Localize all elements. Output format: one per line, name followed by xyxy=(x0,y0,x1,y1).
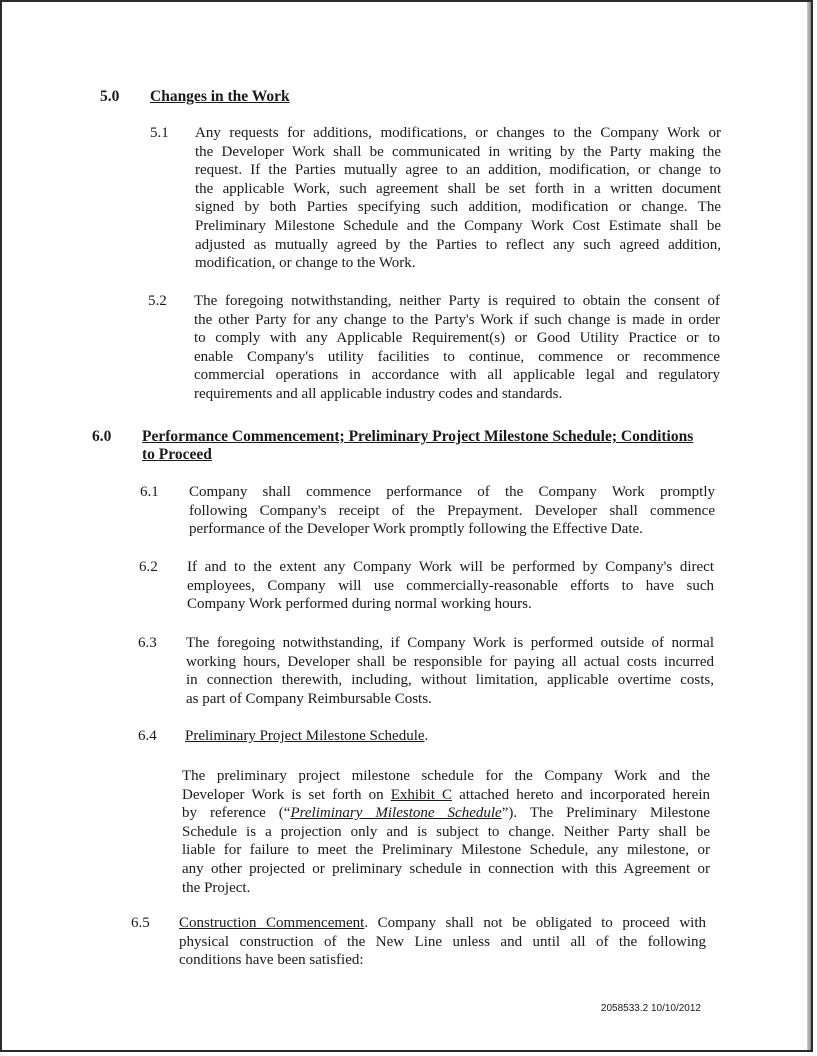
section-title-line: Performance Commencement; Preliminary Project Milestone Schedule; Conditions xyxy=(142,428,694,445)
section-heading xyxy=(150,88,290,106)
clause-text xyxy=(187,558,714,614)
section-heading xyxy=(142,428,722,464)
section-title-line: to Proceed xyxy=(142,446,212,463)
text-line: enable Company's utility facilities to continue, commence or recommence xyxy=(194,348,720,365)
text-line: requirements and all applicable industry codes and standards. xyxy=(194,385,563,402)
document-footer-id: 2058533.2 10/10/2012 xyxy=(600,1003,701,1014)
exhibit-reference: Exhibit C xyxy=(390,786,452,803)
text-line: Company shall commence performance of the Company Work promptly xyxy=(189,484,715,500)
text-line: employees, Company will use commercially-reasonable efforts to have such xyxy=(187,577,714,594)
text-span: . Company shall not be obligated to proceed with xyxy=(364,915,706,931)
clause-text xyxy=(194,292,720,404)
text-span: Developer Work is set forth on xyxy=(182,786,391,803)
text-line: Company Work performed during normal working hours. xyxy=(187,596,532,613)
text-line: conditions have been satisfied: xyxy=(179,952,364,969)
text-line: If and to the extent any Company Work will be performed by Company's direct xyxy=(187,559,714,575)
text-line: modification, or change to the Work. xyxy=(195,255,416,272)
section-title: Changes in the Work xyxy=(150,88,290,105)
text-line: Any requests for additions, modifications, or changes to the Company Work or xyxy=(195,125,721,141)
text-line: the applicable Work, such agreement shall be set forth in a written document xyxy=(195,180,721,197)
text-line: adjusted as mutually agreed by the Parties to reflect any such agreed addition, xyxy=(195,236,721,253)
text-line xyxy=(182,786,710,805)
section-number: 6.0 xyxy=(92,428,112,445)
text-line: the other Party for any change to the Party's Work if such change is made in order xyxy=(194,311,720,328)
clause-text xyxy=(182,767,710,897)
text-line: physical construction of the New Line unless and until all of the following xyxy=(179,933,706,950)
clause-text xyxy=(186,634,714,708)
section-number: 5.0 xyxy=(100,88,120,105)
text-line: to comply with any Applicable Requirement(s) or Good Utility Practice or to xyxy=(194,330,720,347)
clause-text xyxy=(195,124,721,273)
text-line: commercial operations in accordance with all applicable legal and regulatory xyxy=(194,367,720,384)
text-line: Schedule is a projection only and is subject to change. Neither Party shall be xyxy=(182,823,710,840)
clause-number: 6.4 xyxy=(138,728,157,744)
text-line: any other projected or preliminary schedule in connection with this Agreement or xyxy=(182,860,710,877)
text-line: The foregoing notwithstanding, if Company Work is performed outside of normal xyxy=(186,635,714,651)
defined-term: Preliminary Milestone Schedule xyxy=(290,805,502,822)
text-line: The foregoing notwithstanding, neither Party is required to obtain the consent of xyxy=(194,293,720,309)
page-edge-shadow xyxy=(807,2,811,1050)
clause-text xyxy=(179,914,706,970)
text-span: ”). The Preliminary Milestone xyxy=(501,805,710,822)
clause-number: 6.1 xyxy=(140,484,159,500)
text-line: the Developer Work shall be communicated in writing by the Party making the xyxy=(195,143,721,160)
text-line xyxy=(179,914,706,933)
text-line: signed by both Parties specifying such addition, modification or change. The xyxy=(195,199,721,216)
clause-number: 6.5 xyxy=(131,915,150,931)
clause-number: 6.2 xyxy=(139,559,158,575)
clause-heading xyxy=(185,727,585,746)
clause-number: 6.3 xyxy=(138,635,157,651)
clause-heading-text: Construction Commencement xyxy=(179,915,365,931)
text-line: request. If the Parties mutually agree to an addition, modification, or change to xyxy=(195,162,721,179)
text-span: by reference (“ xyxy=(182,805,291,822)
text-line: the Project. xyxy=(182,879,251,896)
clause-text xyxy=(189,483,715,539)
text-line xyxy=(182,804,710,823)
clause-heading-period: . xyxy=(424,728,429,744)
text-line: performance of the Developer Work promptly following the Effective Date. xyxy=(189,521,643,538)
text-span: attached hereto and incorporated herein xyxy=(452,786,710,803)
text-line: working hours, Developer shall be responsible for paying all actual costs incurred xyxy=(186,653,714,670)
clause-number: 5.1 xyxy=(150,125,169,141)
clause-heading-text: Preliminary Project Milestone Schedule xyxy=(185,728,425,744)
text-line: as part of Company Reimbursable Costs. xyxy=(186,690,432,707)
text-line: The preliminary project milestone schedule for the Company Work and the xyxy=(182,768,710,784)
text-line: liable for failure to meet the Preliminary Milestone Schedule, any milestone, or xyxy=(182,842,710,859)
text-line: Preliminary Milestone Schedule and the Company Work Cost Estimate shall be xyxy=(195,217,721,234)
text-line: following Company's receipt of the Prepayment. Developer shall commence xyxy=(189,502,715,519)
clause-number: 5.2 xyxy=(148,293,167,309)
text-line: in connection therewith, including, without limitation, applicable overtime costs, xyxy=(186,672,714,689)
